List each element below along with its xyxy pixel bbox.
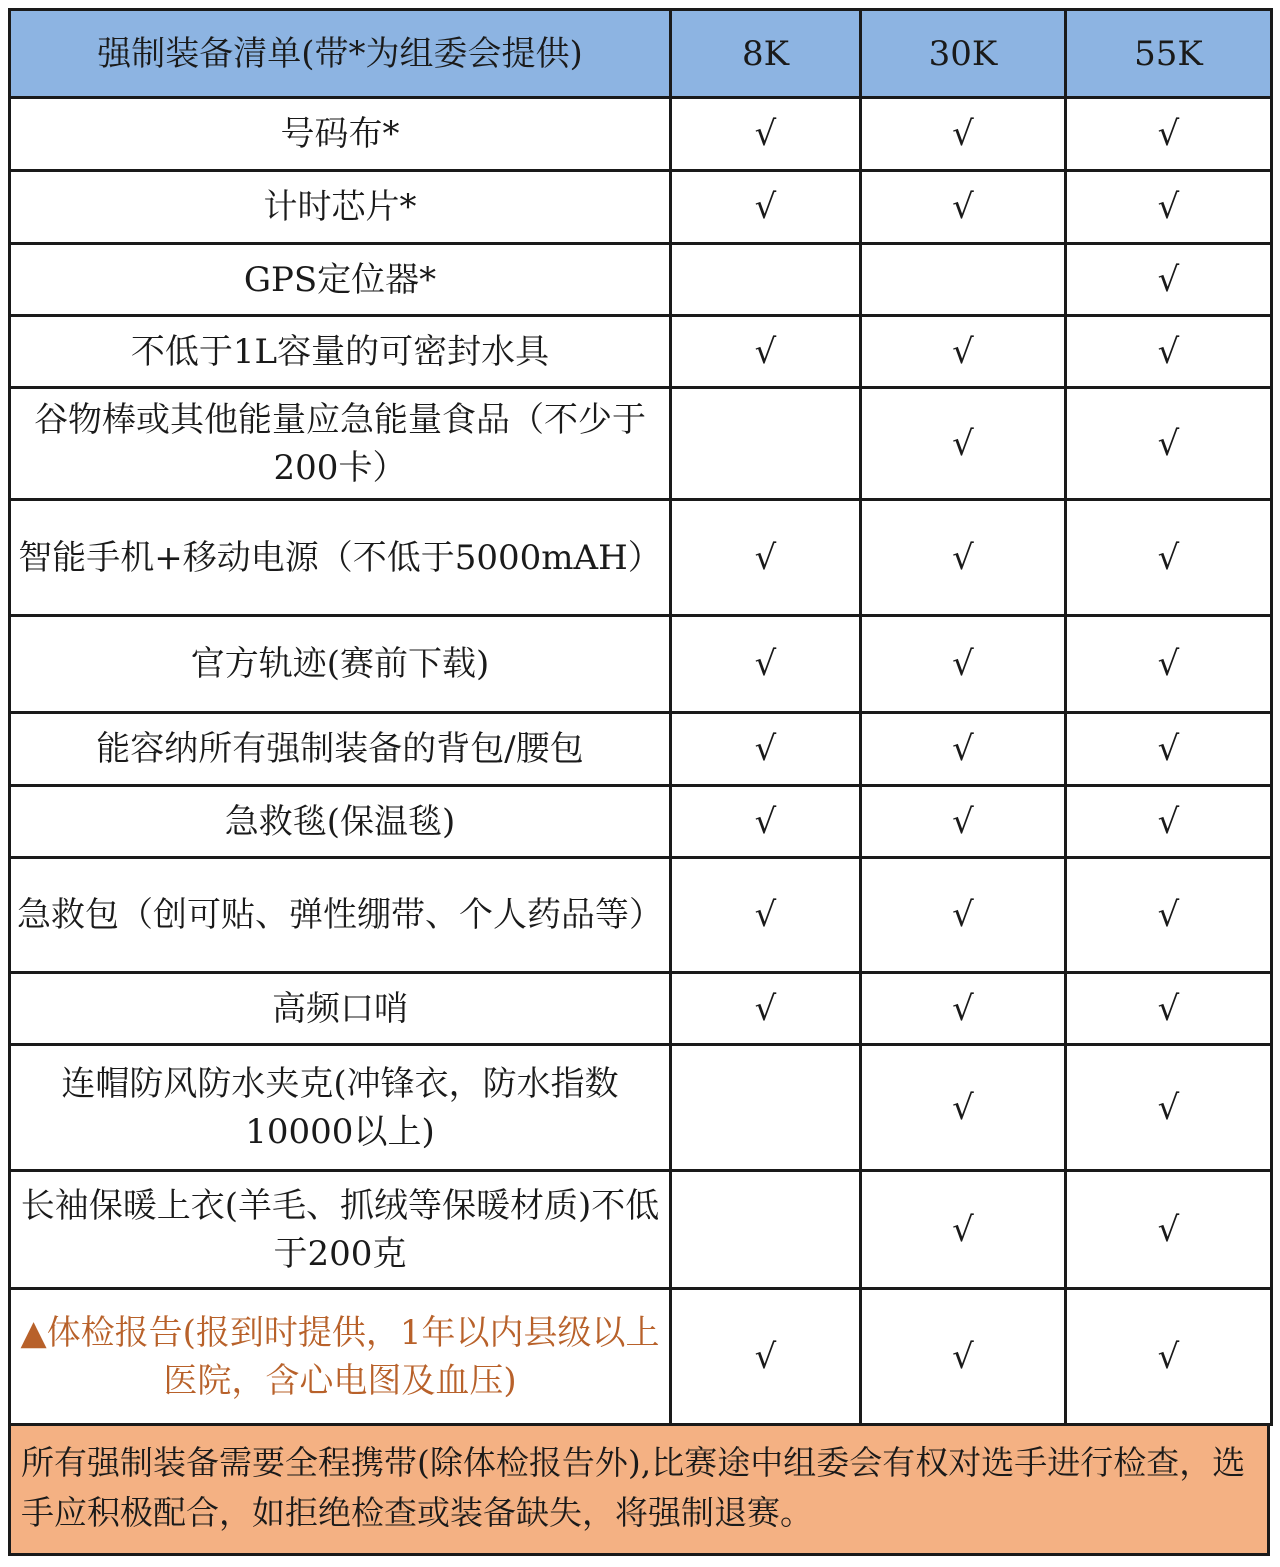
- equipment-item: 急救包（创可贴、弹性绷带、个人药品等）: [10, 858, 671, 973]
- table-row: [10, 1045, 1272, 1171]
- table-row: [10, 388, 1272, 500]
- table-row: [10, 1289, 1272, 1425]
- check-55k: √: [1066, 858, 1272, 973]
- check-30k: [861, 244, 1066, 316]
- equipment-item: 官方轨迹(赛前下载): [10, 616, 671, 713]
- table-row: [10, 713, 1272, 786]
- check-55k: √: [1066, 973, 1272, 1045]
- equipment-item: 计时芯片*: [10, 171, 671, 244]
- check-55k: √: [1066, 171, 1272, 244]
- table-row: [10, 786, 1272, 858]
- check-30k: √: [861, 388, 1066, 500]
- check-8k: √: [671, 98, 861, 171]
- equipment-sheet: [8, 8, 1272, 1556]
- table-row: [10, 1171, 1272, 1289]
- check-55k: √: [1066, 98, 1272, 171]
- check-8k: √: [671, 500, 861, 616]
- check-8k: [671, 244, 861, 316]
- table-row: [10, 500, 1272, 616]
- check-8k: √: [671, 316, 861, 388]
- check-55k: √: [1066, 388, 1272, 500]
- table-row: [10, 858, 1272, 973]
- table-row: [10, 244, 1272, 316]
- check-8k: [671, 1045, 861, 1171]
- equipment-item: 高频口哨: [10, 973, 671, 1045]
- check-8k: [671, 388, 861, 500]
- equipment-table: [8, 8, 1273, 1426]
- equipment-item: 连帽防风防水夹克(冲锋衣，防水指数10000以上): [10, 1045, 671, 1171]
- footer-note: 所有强制装备需要全程携带(除体检报告外),比赛途中组委会有权对选手进行检查，选手应积极配合，如拒绝检查或装备缺失，将强制退赛。: [8, 1426, 1270, 1556]
- check-30k: √: [861, 713, 1066, 786]
- check-55k: √: [1066, 244, 1272, 316]
- header-8k-column: 8K: [671, 10, 861, 98]
- check-30k: √: [861, 973, 1066, 1045]
- equipment-item: 智能手机+移动电源（不低于5000mAH）: [10, 500, 671, 616]
- check-55k: √: [1066, 786, 1272, 858]
- check-8k: √: [671, 616, 861, 713]
- check-55k: √: [1066, 1289, 1272, 1425]
- check-55k: √: [1066, 1171, 1272, 1289]
- table-header-row: [10, 10, 1272, 98]
- equipment-item: 谷物棒或其他能量应急能量食品（不少于200卡）: [10, 388, 671, 500]
- check-30k: √: [861, 858, 1066, 973]
- check-8k: √: [671, 858, 861, 973]
- equipment-item: 长袖保暖上衣(羊毛、抓绒等保暖材质)不低于200克: [10, 1171, 671, 1289]
- check-30k: √: [861, 316, 1066, 388]
- table-row: [10, 171, 1272, 244]
- check-8k: √: [671, 973, 861, 1045]
- check-8k: √: [671, 786, 861, 858]
- table-row: [10, 316, 1272, 388]
- check-8k: √: [671, 171, 861, 244]
- equipment-item-medical-report: ▲体检报告(报到时提供，1年以内县级以上医院，含心电图及血压): [10, 1289, 671, 1425]
- header-30k-column: 30K: [861, 10, 1066, 98]
- header-55k-column: 55K: [1066, 10, 1272, 98]
- equipment-item: 不低于1L容量的可密封水具: [10, 316, 671, 388]
- equipment-item: GPS定位器*: [10, 244, 671, 316]
- table-row: [10, 98, 1272, 171]
- check-30k: √: [861, 616, 1066, 713]
- check-8k: √: [671, 713, 861, 786]
- header-item-column: 强制装备清单(带*为组委会提供): [10, 10, 671, 98]
- equipment-item: 急救毯(保温毯): [10, 786, 671, 858]
- check-30k: √: [861, 1045, 1066, 1171]
- check-8k: √: [671, 1289, 861, 1425]
- check-30k: √: [861, 500, 1066, 616]
- check-8k: [671, 1171, 861, 1289]
- check-55k: √: [1066, 1045, 1272, 1171]
- table-row: [10, 616, 1272, 713]
- table-row: [10, 973, 1272, 1045]
- check-30k: √: [861, 98, 1066, 171]
- check-55k: √: [1066, 713, 1272, 786]
- check-55k: √: [1066, 316, 1272, 388]
- check-30k: √: [861, 1289, 1066, 1425]
- equipment-item: 号码布*: [10, 98, 671, 171]
- check-30k: √: [861, 171, 1066, 244]
- check-30k: √: [861, 786, 1066, 858]
- check-55k: √: [1066, 500, 1272, 616]
- equipment-item: 能容纳所有强制装备的背包/腰包: [10, 713, 671, 786]
- check-30k: √: [861, 1171, 1066, 1289]
- check-55k: √: [1066, 616, 1272, 713]
